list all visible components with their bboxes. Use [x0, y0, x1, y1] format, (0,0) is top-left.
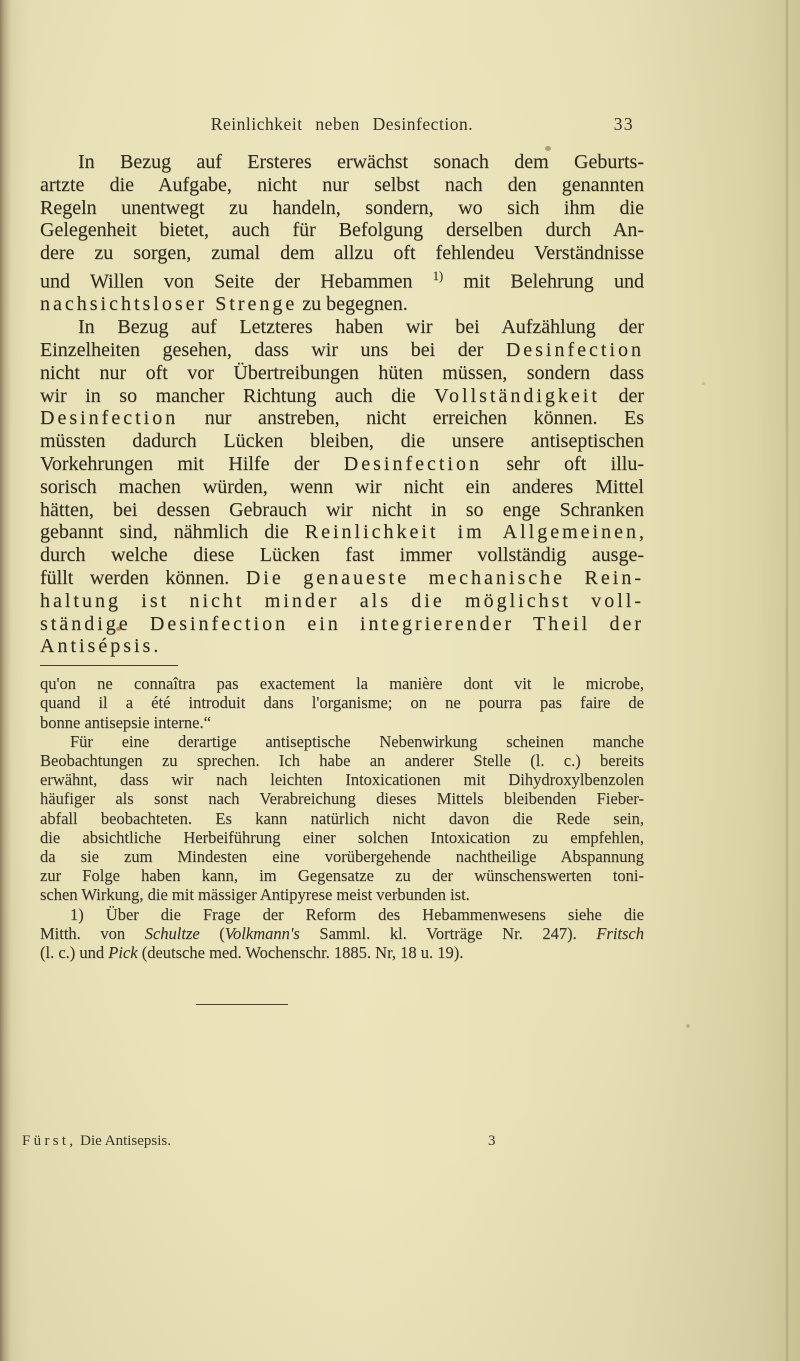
- section-end-divider: [196, 1004, 288, 1005]
- paper-speck: [686, 1024, 690, 1028]
- text-line: [40, 362, 644, 385]
- text-line: [40, 197, 644, 220]
- text-segment: Reinlichkeit im Allgemeinen: [304, 521, 639, 544]
- text-segment: und Willen von Seite der Hebammen: [40, 270, 433, 293]
- text-line: [40, 905, 644, 924]
- text-segment: ständige Desinfection ein integrierender Theil der: [40, 612, 644, 635]
- page-footer: [0, 1133, 800, 1155]
- text-segment: der: [599, 384, 644, 407]
- text-segment: sehr oft illu-: [481, 453, 644, 476]
- text-line: [40, 316, 644, 339]
- text-segment: abfall beobachteten. Es kann natürlich nicht davon die Rede sein,: [40, 808, 644, 828]
- text-line: [40, 713, 644, 732]
- text-line: [40, 430, 644, 453]
- text-line: [40, 943, 644, 962]
- text-segment: quand il a été introduit dans l'organisme; on ne pourra pas faire de: [40, 693, 644, 713]
- text-line: [40, 770, 644, 789]
- text-line: [40, 885, 644, 904]
- text-segment: Einzelheiten gesehen, dass wir uns bei der: [40, 339, 506, 362]
- text-line: [40, 567, 644, 590]
- text-line: [40, 219, 644, 242]
- paper-speck: [702, 382, 705, 385]
- text-segment: (l. c.) und: [40, 943, 109, 963]
- text-line: [40, 174, 644, 197]
- text-line: [40, 693, 644, 712]
- text-segment: Die Antisepsis.: [76, 1133, 171, 1149]
- text-segment: artzte die Aufgabe, nicht nur selbst nach den genannten: [40, 173, 644, 196]
- text-segment: da sie zum Mindesten eine vorübergehende nachtheilige Abspannung: [40, 847, 644, 867]
- text-line: [40, 613, 644, 636]
- text-segment: Desinfection: [40, 407, 179, 430]
- body-text: [40, 151, 644, 658]
- text-line: [40, 847, 644, 866]
- text-segment: Desinfection: [505, 339, 644, 362]
- text-segment: (deutsche med. Wochenschr. 1885. Nr, 18 u. 19).: [137, 943, 464, 963]
- text-segment: Volkmann's: [224, 923, 300, 943]
- text-segment: hätten, bei dessen Gebrauch wir nicht in so enge Schranken: [40, 498, 644, 521]
- text-line: [40, 339, 644, 362]
- printer-signature: [22, 1133, 171, 1150]
- text-segment: ,: [638, 521, 644, 544]
- text-line: [40, 809, 644, 828]
- paragraph: [40, 674, 644, 732]
- text-segment: (: [199, 923, 225, 943]
- footnote-marker: 1): [432, 268, 444, 283]
- running-header: [40, 114, 644, 138]
- text-segment: dere zu sorgen, zumal dem allzu oft fehlendeu Verständnisse: [40, 242, 644, 265]
- text-segment: sorisch machen würden, wenn wir nicht ein anderes Mittel: [40, 475, 644, 498]
- header-page-number: 33: [613, 114, 634, 134]
- text-column: [40, 0, 644, 962]
- paragraph: [40, 151, 644, 316]
- text-line: [40, 635, 644, 658]
- text-line: [40, 499, 644, 522]
- text-line: [40, 293, 644, 316]
- text-segment: erwähnt, dass wir nach leichten Intoxicationen mit Dihydroxylbenzolen: [40, 770, 644, 790]
- paragraph: [40, 905, 644, 963]
- text-segment: Die genaueste mechanische Rein-: [245, 567, 644, 589]
- text-segment: müssten dadurch Lücken bleiben, die unsere antiseptischen: [40, 430, 644, 453]
- text-line: [40, 385, 644, 408]
- text-segment: haltung ist nicht minder als die möglichst voll-: [40, 589, 644, 612]
- text-segment: In Bezug auf Letzteres haben wir bei Aufzählung der: [78, 316, 644, 339]
- text-segment: Fürst,: [22, 1133, 77, 1149]
- paragraph: [40, 316, 644, 658]
- text-line: [40, 789, 644, 808]
- text-segment: durch welche diese Lücken fast immer vollständig ausge-: [40, 544, 644, 567]
- footnotes-block: [40, 674, 644, 962]
- text-segment: füllt werden können.: [40, 567, 246, 589]
- text-segment: Gelegenheit bietet, auch für Befolgung derselben durch An-: [40, 219, 644, 242]
- text-segment: Antisépsis.: [40, 635, 162, 658]
- text-segment: Fritsch: [596, 923, 644, 943]
- text-segment: nur anstreben, nicht erreichen können. Es: [178, 407, 644, 430]
- text-line: [40, 866, 644, 885]
- text-line: [40, 151, 644, 174]
- text-segment: Für eine derartige antiseptische Nebenwirkung scheinen manche: [70, 731, 644, 751]
- text-segment: Schultze: [144, 923, 200, 943]
- page-edge-crease: [785, 0, 789, 1361]
- text-segment: Vorkehrungen mit Hilfe der: [40, 453, 344, 476]
- text-segment: Beobachtungen zu sprechen. Ich habe an anderer Stelle (l. c.) bereits: [40, 751, 644, 770]
- paragraph: [40, 732, 644, 905]
- text-segment: qu'on ne connaîtra pas exactement la manière dont vit le microbe,: [40, 674, 644, 694]
- text-line: [40, 751, 644, 770]
- text-segment: Vollständigkeit: [434, 384, 600, 407]
- text-line: [40, 924, 644, 943]
- footnote-separator-rule: [40, 665, 178, 666]
- text-segment: nachsichtsloser Strenge: [40, 293, 298, 316]
- text-segment: 1) Über die Frage der Reform des Hebammenwesens siehe die: [70, 904, 644, 924]
- text-segment: die absichtliche Herbeiführung einer solchen Intoxication zu empfehlen,: [40, 827, 644, 847]
- text-line: [40, 732, 644, 751]
- text-line: [40, 590, 644, 613]
- text-segment: Mitth. von: [40, 923, 145, 943]
- sheet-signature-number: 3: [488, 1133, 496, 1149]
- text-segment: Regeln unentwegt zu handeln, sondern, wo sich ihm die: [40, 196, 644, 219]
- header-title: Reinlichkeit neben Desinfection.: [210, 114, 474, 134]
- text-line: [40, 265, 644, 293]
- text-segment: Desinfection: [343, 453, 482, 476]
- text-segment: häufiger als sonst nach Verabreichung dieses Mittels bleibenden Fieber-: [40, 789, 644, 809]
- text-line: [40, 521, 644, 544]
- text-segment: wir in so mancher Richtung auch die: [40, 384, 435, 407]
- text-segment: Pick: [108, 943, 138, 963]
- text-line: [40, 453, 644, 476]
- text-segment: zur Folge haben kann, im Gegensatze zu der wünschenswerten toni-: [40, 866, 644, 886]
- text-line: [40, 476, 644, 499]
- text-segment: nicht nur oft vor Übertreibungen hüten müssen, sondern dass: [40, 361, 644, 384]
- text-line: [40, 407, 644, 430]
- text-segment: In Bezug auf Ersteres erwächst sonach dem Geburts-: [78, 151, 644, 173]
- text-segment: mit Belehrung und: [443, 270, 644, 293]
- text-line: [40, 242, 644, 265]
- text-line: [40, 544, 644, 567]
- text-segment: bonne antisepsie interne.“: [40, 712, 211, 732]
- text-segment: zu begegnen.: [297, 293, 408, 316]
- text-segment: gebannt sind, nähmlich die: [40, 521, 305, 544]
- text-line: [40, 828, 644, 847]
- text-segment: Samml. kl. Vorträge Nr. 247).: [299, 923, 597, 943]
- text-segment: schen Wirkung, die mit mässiger Antipyrese meist verbunden ist.: [40, 885, 470, 905]
- text-line: [40, 674, 644, 693]
